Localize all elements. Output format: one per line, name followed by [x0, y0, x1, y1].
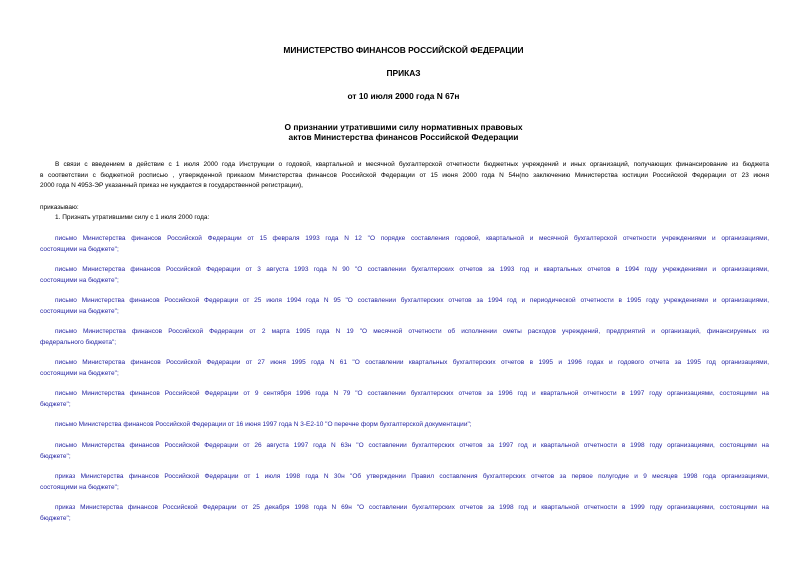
list-item-line-1: письмо Министерства финансов Российской Федерации от 27 июня 1995 года N 61 "О составлении квартальных бухгалтерских отчетов в 1995 и 1996 годах и годового отчета за 1995 год организациями,	[55, 359, 769, 366]
ministry-heading: МИНИСТЕРСТВО ФИНАНСОВ РОССИЙСКОЙ ФЕДЕРАЦИИ	[283, 45, 524, 55]
list-item[interactable]	[40, 472, 769, 493]
intro-line-2: в соответствии с бюджетной росписью , утвержденной приказом Министерства финансов Российской Федерации от 15 июня 2000 года N 54н(по заключению Министерства юстиции Российской Федерации от 23 июня	[40, 171, 769, 179]
list-item-line-2: состоящими на бюджете";	[40, 276, 119, 284]
title-line-1: О признании утратившими силу нормативных правовых	[284, 122, 523, 132]
list-item[interactable]	[40, 234, 769, 255]
list-item-line-1: письмо Министерства финансов Российской Федерации от 2 марта 1995 года N 19 "О месячной отчетности об исполнении сметы расходов учреждений, предприятий и организаций, финансируемых из	[55, 328, 769, 335]
list-item-line-2: состоящими на бюджете";	[40, 245, 119, 253]
list-item-line-1: приказ Министерства финансов Российской Федерации от 25 декабря 1998 года N 69н "О составлении бухгалтерских отчетов за 1998 год и квартальной отчетности в 1999 году организациями, состоящими на	[55, 504, 769, 511]
intro-line-1: В связи с введением в действие с 1 июля 2000 года Инструкции о годовой, квартальной и месячной бухгалтерской отчетности бюджетных учреждений и иных организаций, получающих финансирование из бюджета	[55, 161, 769, 168]
list-item-line-1: письмо Министерства финансов Российской Федерации от 15 февраля 1993 года N 12 "О порядке составления годовой, квартальной и месячной бухгалтерской отчетности учреждениями и организациями,	[55, 235, 769, 242]
point-1: 1. Признать утратившими силу с 1 июля 2000 года:	[55, 214, 210, 221]
order-word: приказываю:	[40, 204, 79, 211]
list-item-line-2: бюджете";	[40, 514, 71, 522]
list-item-line-2: бюджете";	[40, 452, 71, 460]
list-item[interactable]	[40, 327, 769, 348]
list-item[interactable]	[40, 420, 769, 431]
list-item[interactable]	[40, 441, 769, 462]
list-item-line-1: приказ Министерства финансов Российской Федерации от 1 июля 1998 года N 30н "Об утверждении Правил составления бухгалтерских отчетов за первое полугодие и 9 месяцев 1998 года организациями,	[55, 473, 769, 480]
list-item-line-1: письмо Министерства финансов Российской Федерации от 25 июля 1994 года N 95 "О составлении бухгалтерских отчетов за 1994 год и периодической отчетности в 1995 году учреждениями и организациями,	[55, 297, 769, 304]
list-item-line-1: письмо Министерства финансов Российской Федерации от 3 августа 1993 года N 90 "О составлении бухгалтерских отчетов за 1993 год и квартальных отчетов в 1994 году учреждениями и организациями,	[55, 266, 769, 273]
date-number-heading: от 10 июля 2000 года N 67н	[347, 91, 460, 101]
list-item-line-2: состоящими на бюджете";	[40, 483, 119, 491]
list-item[interactable]	[40, 296, 769, 317]
list-item-line-2: состоящими на бюджете";	[40, 307, 119, 315]
list-item[interactable]	[40, 265, 769, 286]
list-item-line-1: письмо Министерства финансов Российской Федерации от 9 сентября 1996 года N 79 "О составлении бухгалтерских отчетов за 1996 год и квартальной отчетности в 1997 году организациями, состоящими на	[55, 390, 769, 397]
doc-type-heading: ПРИКАЗ	[386, 68, 421, 78]
intro-paragraph	[40, 160, 769, 192]
list-item[interactable]	[40, 503, 769, 524]
title-line-2: актов Министерства финансов Российской Федерации	[288, 132, 519, 142]
list-item-line-2: федерального бюджета";	[40, 338, 117, 346]
list-item-line-1: письмо Министерства финансов Российской Федерации от 26 августа 1997 года N 63н "О составлении бухгалтерских отчетов за 1997 год и квартальной отчетности в 1998 году организациями, состоящими на	[55, 442, 769, 449]
list-item[interactable]	[40, 389, 769, 410]
intro-line-3: 2000 года N 4953-ЭР указанный приказ не нуждается в государственной регистрации),	[40, 182, 303, 189]
list-item-line-2: бюджете";	[40, 400, 71, 408]
list-item-line-1: письмо Министерства финансов Российской Федерации от 16 июня 1997 года N 3-Е2-10 "О перечне форм бухгалтерской документации";	[55, 421, 472, 428]
list-item[interactable]	[40, 358, 769, 379]
list-item-line-2: состоящими на бюджете";	[40, 369, 119, 377]
